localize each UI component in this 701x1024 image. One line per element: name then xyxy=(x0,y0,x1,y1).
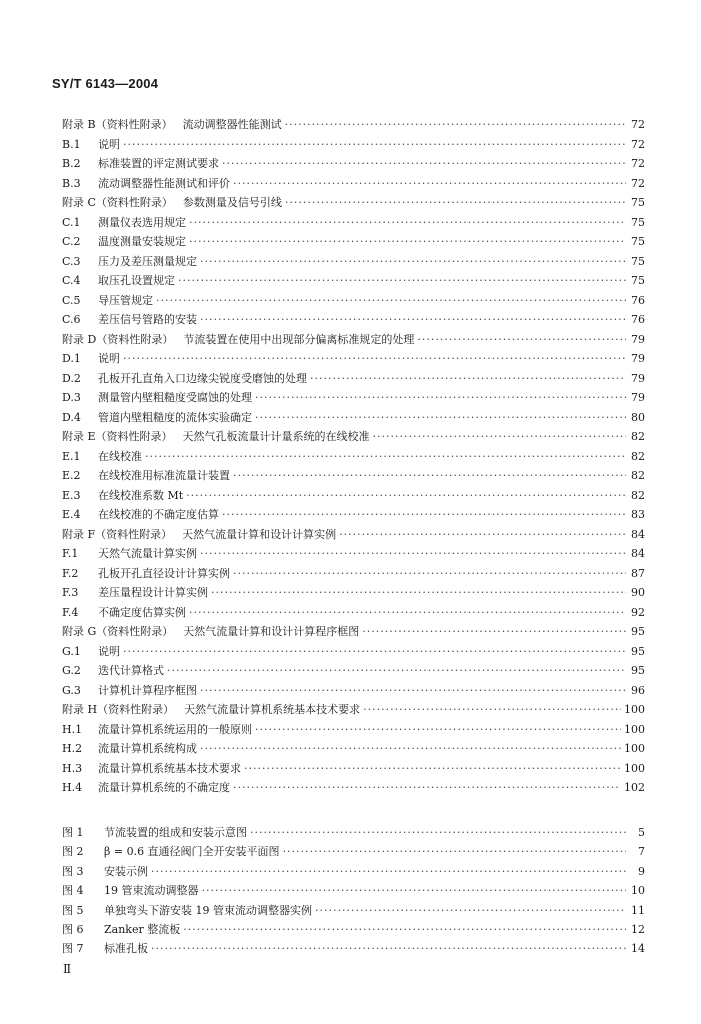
entry-number: B.1 xyxy=(62,137,81,151)
dot-leader xyxy=(123,352,626,366)
toc-entry xyxy=(62,177,645,191)
entry-page-number: 76 xyxy=(631,293,645,307)
figure-entry xyxy=(62,923,645,937)
entry-page-number: 5 xyxy=(638,826,645,839)
entry-number: 图 6 xyxy=(62,923,84,936)
entry-page-number: 79 xyxy=(631,332,645,346)
dot-leader xyxy=(202,884,627,898)
dot-leader xyxy=(310,372,626,386)
entry-page-number: 95 xyxy=(631,625,645,638)
figure-entry xyxy=(62,865,645,879)
entry-title: 流动调整器性能测试和评价 xyxy=(98,176,230,190)
toc-entry xyxy=(62,430,645,444)
toc-entry xyxy=(62,216,645,230)
entry-page-number: 90 xyxy=(631,586,645,599)
entry-number: 图 5 xyxy=(62,903,84,917)
entry-title: 天然气流量计算机系统基本技术要求 xyxy=(184,703,361,716)
entry-title: 在线校准的不确定度估算 xyxy=(98,508,219,521)
entry-page-number: 82 xyxy=(631,449,645,463)
entry-number: C.3 xyxy=(62,254,81,268)
entry-title: 在线校准 xyxy=(98,449,142,463)
entry-page-number: 72 xyxy=(631,137,645,151)
dot-leader xyxy=(233,781,621,795)
entry-number: C.5 xyxy=(62,293,81,307)
entry-page-number: 75 xyxy=(631,235,645,248)
entry-page-number: 79 xyxy=(631,371,645,385)
dot-leader xyxy=(178,274,626,288)
entry-title: 天然气流量计算和设计计算程序框图 xyxy=(183,625,360,638)
entry-title: Zanker 整流板 xyxy=(104,923,181,936)
dot-leader xyxy=(151,942,626,956)
entry-title: 19 管束流动调整器 xyxy=(104,884,199,898)
dot-leader xyxy=(200,547,626,561)
toc-entry xyxy=(62,606,645,620)
entry-title: 孔板开孔直径设计计算实例 xyxy=(98,566,230,580)
toc-entry xyxy=(62,508,645,522)
entry-number: H.2 xyxy=(62,742,83,755)
entry-number: 图 1 xyxy=(62,826,84,839)
entry-title: 压力及差压测量规定 xyxy=(98,254,197,268)
entry-page-number: 75 xyxy=(631,254,645,268)
dot-leader xyxy=(339,528,626,542)
entry-title: β = 0.6 直通径阀门全开安装平面图 xyxy=(104,845,280,859)
dot-leader xyxy=(222,157,626,171)
entry-page-number: 75 xyxy=(631,274,645,287)
entry-number: G.2 xyxy=(62,664,81,677)
entry-number: 附录 C（资料性附录） xyxy=(62,196,173,209)
entry-number: G.3 xyxy=(62,683,81,697)
entry-page-number: 76 xyxy=(631,313,645,326)
dot-leader xyxy=(255,723,621,737)
dot-leader xyxy=(123,138,626,152)
dot-leader xyxy=(285,196,626,210)
entry-page-number: 79 xyxy=(631,391,645,404)
dot-leader xyxy=(200,742,621,756)
entry-number: D.3 xyxy=(62,391,81,404)
entry-title: 管道内壁粗糙度的流体实验确定 xyxy=(98,410,252,424)
dot-leader xyxy=(363,703,621,717)
toc-entry xyxy=(62,118,645,132)
entry-number: 附录 E（资料性附录） xyxy=(62,430,173,443)
entry-number: 图 3 xyxy=(62,864,84,878)
toc-entry xyxy=(62,450,645,464)
entry-title: 差压量程设计计算实例 xyxy=(98,586,208,599)
toc-entry xyxy=(62,469,645,483)
entry-title: 迭代计算格式 xyxy=(98,664,164,677)
toc-entry xyxy=(62,333,645,347)
toc-entry xyxy=(62,235,645,249)
toc-entry xyxy=(62,313,645,327)
dot-leader xyxy=(189,216,626,230)
entry-number: H.3 xyxy=(62,761,83,775)
toc-entry xyxy=(62,372,645,386)
entry-page-number: 96 xyxy=(631,683,645,697)
toc-entry xyxy=(62,255,645,269)
toc-entry xyxy=(62,411,645,425)
entry-title: 在线校准用标准流量计装置 xyxy=(98,469,230,482)
entry-number: E.3 xyxy=(62,488,81,502)
entry-title: 流量计算机系统构成 xyxy=(98,742,197,755)
entry-number: C.6 xyxy=(62,313,81,326)
toc-entry xyxy=(62,196,645,210)
entry-title: 孔板开孔直角入口边缘尖锐度受磨蚀的处理 xyxy=(98,371,307,385)
entry-number: C.1 xyxy=(62,215,81,229)
entry-page-number: 82 xyxy=(631,430,645,443)
entry-number: D.4 xyxy=(62,410,81,424)
dot-leader xyxy=(151,865,626,879)
toc-entry xyxy=(62,645,645,659)
dot-leader xyxy=(255,411,626,425)
entry-title: 不确定度估算实例 xyxy=(98,605,186,619)
toc-entry xyxy=(62,391,645,405)
entry-page-number: 100 xyxy=(624,742,645,755)
entry-page-number: 75 xyxy=(631,196,645,209)
entry-number: 附录 F（资料性附录） xyxy=(62,527,173,541)
entry-title: 取压孔设置规定 xyxy=(98,274,175,287)
entry-title: 天然气流量计算和设计计算实例 xyxy=(182,527,337,541)
entry-title: 流量计算机系统运用的一般原则 xyxy=(98,722,252,736)
dot-leader xyxy=(285,118,626,132)
entry-title: 节流装置在使用中出现部分偏离标准规定的处理 xyxy=(183,332,415,346)
entry-page-number: 92 xyxy=(631,605,645,619)
entry-page-number: 82 xyxy=(631,488,645,502)
dot-leader xyxy=(250,826,626,840)
entry-page-number: 12 xyxy=(631,923,645,936)
entry-number: 图 7 xyxy=(62,942,84,956)
entry-page-number: 14 xyxy=(631,942,645,956)
entry-page-number: 87 xyxy=(631,566,645,580)
toc-entry xyxy=(62,547,645,561)
entry-page-number: 79 xyxy=(631,352,645,365)
toc-entry xyxy=(62,567,645,581)
document-code: SY/T 6143—2004 xyxy=(52,76,159,91)
entry-title: 安装示例 xyxy=(104,864,148,878)
entry-title: 流量计算机系统基本技术要求 xyxy=(98,761,241,775)
toc-entry xyxy=(62,528,645,542)
entry-title: 标准孔板 xyxy=(104,942,148,956)
entry-page-number: 72 xyxy=(631,157,645,170)
entry-title: 温度测量安装规定 xyxy=(98,235,186,248)
entry-number: D.2 xyxy=(62,371,81,385)
dot-leader xyxy=(244,762,621,776)
entry-number: E.4 xyxy=(62,508,81,521)
dot-leader xyxy=(222,508,626,522)
figure-entry xyxy=(62,904,645,918)
entry-title: 差压信号管路的安装 xyxy=(98,313,197,326)
entry-title: 天然气流量计算实例 xyxy=(98,547,197,560)
entry-number: E.2 xyxy=(62,469,81,482)
entry-title: 节流装置的组成和安装示意图 xyxy=(104,826,247,839)
entry-number: G.1 xyxy=(62,644,81,658)
entry-page-number: 10 xyxy=(631,884,645,898)
entry-number: 图 2 xyxy=(62,845,84,859)
entry-title: 测量管内壁粗糙度受腐蚀的处理 xyxy=(98,391,252,404)
entry-number: 附录 B（资料性附录） xyxy=(62,118,173,131)
dot-leader xyxy=(123,645,626,659)
dot-leader xyxy=(211,586,626,600)
entry-page-number: 7 xyxy=(638,845,645,859)
entry-number: D.1 xyxy=(62,352,81,365)
entry-page-number: 84 xyxy=(631,547,645,560)
entry-title: 单独弯头下游安装 19 管束流动调整器实例 xyxy=(104,903,312,917)
dot-leader xyxy=(233,567,626,581)
entry-title: 导压管规定 xyxy=(98,293,153,307)
entry-page-number: 82 xyxy=(631,469,645,482)
toc-entry xyxy=(62,742,645,756)
toc-entry xyxy=(62,625,645,639)
entry-number: 附录 D（资料性附录） xyxy=(62,332,174,346)
entry-page-number: 100 xyxy=(624,703,645,716)
toc-entry xyxy=(62,294,645,308)
entry-number: F.4 xyxy=(62,605,79,619)
entry-page-number: 9 xyxy=(638,864,645,878)
entry-title: 天然气孔板流量计计量系统的在线校准 xyxy=(182,430,370,443)
dot-leader xyxy=(156,294,626,308)
entry-number: 图 4 xyxy=(62,884,84,898)
entry-title: 说明 xyxy=(98,644,120,658)
dot-leader xyxy=(167,664,626,678)
entry-title: 流量计算机系统的不确定度 xyxy=(98,781,230,794)
entry-page-number: 95 xyxy=(631,644,645,658)
dot-leader xyxy=(200,255,626,269)
entry-title: 标准装置的评定测试要求 xyxy=(98,157,219,170)
entry-number: F.2 xyxy=(62,566,79,580)
entry-title: 在线校准系数 Mt xyxy=(98,488,184,502)
entry-title: 说明 xyxy=(98,137,120,151)
entry-page-number: 100 xyxy=(624,722,645,736)
entry-number: F.3 xyxy=(62,586,79,599)
entry-page-number: 72 xyxy=(631,118,645,131)
entry-page-number: 95 xyxy=(631,664,645,677)
entry-title: 说明 xyxy=(98,352,120,365)
entry-number: H.4 xyxy=(62,781,83,794)
toc-entry xyxy=(62,684,645,698)
toc-entry xyxy=(62,664,645,678)
dot-leader xyxy=(200,313,626,327)
entry-number: 附录 H（资料性附录） xyxy=(62,703,175,716)
entry-title: 参数测量及信号引线 xyxy=(182,196,282,209)
entry-page-number: 11 xyxy=(631,903,645,917)
dot-leader xyxy=(233,177,626,191)
toc-entry xyxy=(62,586,645,600)
dot-leader xyxy=(233,469,626,483)
entry-title: 计算机计算程序框图 xyxy=(98,683,197,697)
toc-entry xyxy=(62,762,645,776)
dot-leader xyxy=(315,904,626,918)
dot-leader xyxy=(186,489,626,503)
dot-leader xyxy=(255,391,626,405)
toc-entry xyxy=(62,489,645,503)
dot-leader xyxy=(373,430,626,444)
entry-number: C.4 xyxy=(62,274,81,287)
entry-page-number: 100 xyxy=(624,761,645,775)
entry-page-number: 75 xyxy=(631,215,645,229)
entry-page-number: 83 xyxy=(631,508,645,521)
entry-number: H.1 xyxy=(62,722,83,736)
toc-entry xyxy=(62,723,645,737)
figure-entry xyxy=(62,826,645,840)
toc-entry xyxy=(62,157,645,171)
entry-page-number: 84 xyxy=(631,527,645,541)
page-number: Ⅱ xyxy=(63,962,72,976)
dot-leader xyxy=(417,333,626,347)
entry-title: 测量仪表选用规定 xyxy=(98,215,186,229)
dot-leader xyxy=(183,923,626,937)
dot-leader xyxy=(362,625,626,639)
entry-page-number: 72 xyxy=(631,176,645,190)
entry-number: 附录 G（资料性附录） xyxy=(62,625,174,638)
toc-entry xyxy=(62,703,645,717)
entry-title: 流动调整器性能测试 xyxy=(182,118,282,131)
entry-number: C.2 xyxy=(62,235,81,248)
dot-leader xyxy=(145,450,626,464)
entry-number: B.2 xyxy=(62,157,81,170)
figure-entry xyxy=(62,942,645,956)
dot-leader xyxy=(283,845,626,859)
dot-leader xyxy=(189,235,626,249)
entry-page-number: 102 xyxy=(624,781,645,794)
dot-leader xyxy=(189,606,626,620)
entry-page-number: 80 xyxy=(631,410,645,424)
entry-number: F.1 xyxy=(62,547,79,560)
entry-number: E.1 xyxy=(62,449,81,463)
figure-entry xyxy=(62,845,645,859)
toc-entry xyxy=(62,352,645,366)
toc-entry xyxy=(62,138,645,152)
dot-leader xyxy=(200,684,626,698)
figure-entry xyxy=(62,884,645,898)
entry-number: B.3 xyxy=(62,176,81,190)
toc-entry xyxy=(62,781,645,795)
toc-entry xyxy=(62,274,645,288)
